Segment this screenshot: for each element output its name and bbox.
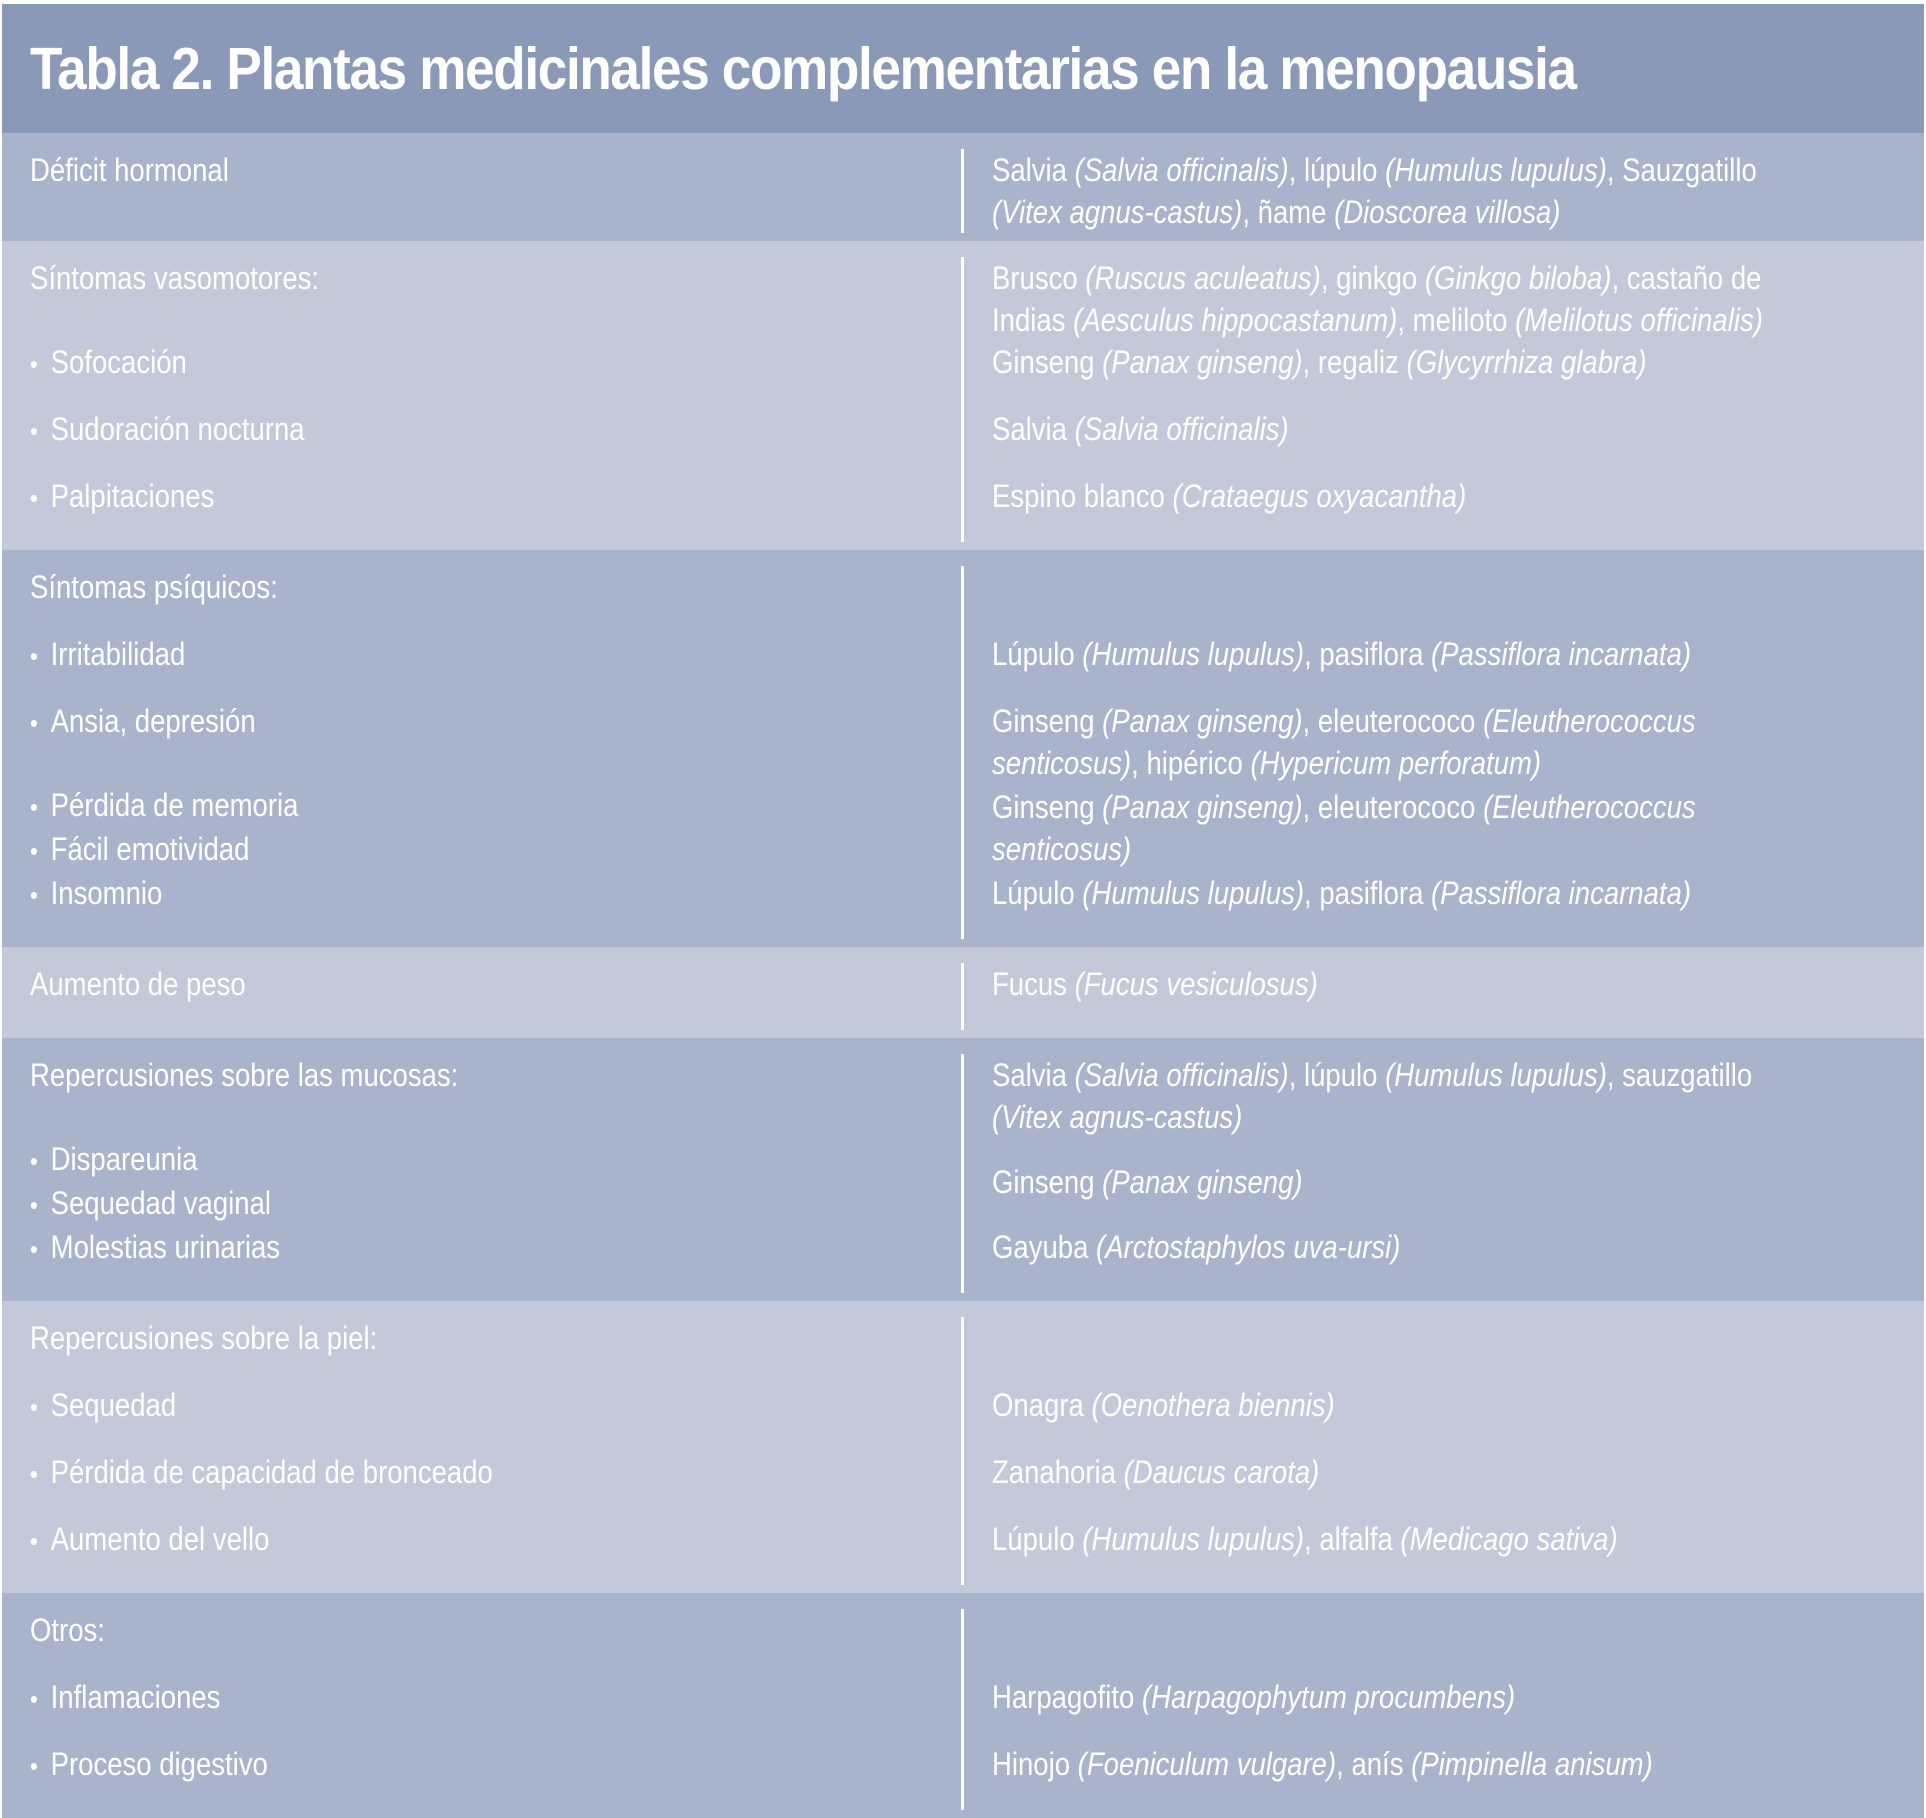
- symptom-bullet-item: • Inflamaciones: [30, 1676, 220, 1720]
- table-section: [2, 1301, 1924, 1593]
- symptom-cell: [2, 1317, 964, 1384]
- symptom-bullet-item: • Palpitaciones: [30, 475, 214, 519]
- symptom-heading: Déficit hormonal: [30, 152, 229, 188]
- symptom-cell: [2, 784, 964, 872]
- table-section: [2, 1593, 1924, 1818]
- plants-cell: [964, 1317, 1924, 1384]
- symptom-heading: Repercusiones sobre las mucosas:: [30, 1057, 459, 1093]
- table-title: Tabla 2. Plantas medicinales complementarias en la menopausia: [30, 35, 1576, 102]
- plants-text: Onagra (Oenothera biennis): [992, 1387, 1335, 1423]
- plants-text: Ginseng (Panax ginseng), regaliz (Glycyrrhiza glabra): [992, 344, 1647, 380]
- symptom-bullet-item: • Irritabilidad: [30, 633, 185, 677]
- symptom-cell: [2, 1138, 964, 1226]
- symptom-cell: [2, 872, 964, 939]
- symptom-bullet-item: • Fácil emotividad: [30, 828, 298, 872]
- plants-text: Ginseng (Panax ginseng): [992, 1164, 1303, 1200]
- plants-cell: [964, 784, 1924, 872]
- table-row: [2, 963, 1924, 1030]
- symptom-heading: Aumento de peso: [30, 966, 246, 1002]
- symptom-cell: [2, 257, 964, 341]
- symptom-cell: [2, 633, 964, 700]
- symptom-bullet-item: • Aumento del vello: [30, 1518, 269, 1562]
- plants-cell: [964, 633, 1924, 700]
- plants-cell: [964, 408, 1924, 475]
- table-row: [2, 566, 1924, 633]
- symptom-bullet-item: • Sequedad vaginal: [30, 1182, 271, 1226]
- plants-cell: [964, 700, 1924, 784]
- symptom-bullet-item: • Dispareunia: [30, 1138, 271, 1182]
- plants-text: Zanahoria (Daucus carota): [992, 1454, 1320, 1490]
- plants-cell: [964, 1226, 1924, 1293]
- symptom-bullet-item: • Sudoración nocturna: [30, 408, 305, 452]
- plants-text: Ginseng (Panax ginseng), eleuterococo (Eleutherococcus senticosus), hipérico (Hypericum perforatum): [992, 703, 1696, 781]
- plants-text: Harpagofito (Harpagophytum procumbens): [992, 1679, 1516, 1715]
- symptom-bullet-item: • Pérdida de capacidad de bronceado: [30, 1451, 493, 1495]
- plants-cell: [964, 257, 1924, 341]
- plants-text: Salvia (Salvia officinalis), lúpulo (Humulus lupulus), Sauzgatillo (Vitex agnus-castus), ñame (Dioscorea villosa): [992, 152, 1757, 230]
- table-row: [2, 1226, 1924, 1293]
- plants-cell: [964, 341, 1924, 408]
- plants-text: Fucus (Fucus vesiculosus): [992, 966, 1318, 1002]
- plants-cell: [964, 149, 1924, 233]
- plants-text: Salvia (Salvia officinalis): [992, 411, 1289, 447]
- plants-text: Hinojo (Foeniculum vulgare), anís (Pimpinella anisum): [992, 1746, 1653, 1782]
- table-section: [2, 947, 1924, 1038]
- plants-cell: [964, 475, 1924, 542]
- table-row: [2, 1451, 1924, 1518]
- plants-cell: [964, 566, 1924, 633]
- table-row: [2, 1317, 1924, 1384]
- plants-text: Lúpulo (Humulus lupulus), alfalfa (Medicago sativa): [992, 1521, 1618, 1557]
- symptom-cell: [2, 1676, 964, 1743]
- plants-cell: [964, 1676, 1924, 1743]
- symptom-bullet-item: • Insomnio: [30, 872, 162, 916]
- symptom-heading: Repercusiones sobre la piel:: [30, 1320, 378, 1356]
- plants-table: [2, 4, 1924, 1788]
- symptom-cell: [2, 1226, 964, 1293]
- symptom-heading: Síntomas psíquicos:: [30, 569, 278, 605]
- plants-cell: [964, 872, 1924, 939]
- table-row: [2, 149, 1924, 233]
- symptom-cell: [2, 475, 964, 542]
- plants-text: Lúpulo (Humulus lupulus), pasiflora (Passiflora incarnata): [992, 875, 1692, 911]
- table-section: [2, 241, 1924, 550]
- symptom-bullet-item: • Sofocación: [30, 341, 187, 385]
- table-row: [2, 633, 1924, 700]
- plants-text: Ginseng (Panax ginseng), eleuterococo (Eleutherococcus senticosus): [992, 789, 1696, 867]
- table-row: [2, 257, 1924, 341]
- table-section: [2, 1038, 1924, 1301]
- table-header: [2, 4, 1924, 133]
- symptom-cell: [2, 408, 964, 475]
- symptom-cell: [2, 1609, 964, 1676]
- symptom-bullet-item: • Proceso digestivo: [30, 1743, 268, 1787]
- table-row: [2, 1609, 1924, 1676]
- plants-text: Lúpulo (Humulus lupulus), pasiflora (Passiflora incarnata): [992, 636, 1692, 672]
- symptom-cell: [2, 566, 964, 633]
- symptom-cell: [2, 1384, 964, 1451]
- table-row: [2, 1676, 1924, 1743]
- plants-text: Gayuba (Arctostaphylos uva-ursi): [992, 1229, 1401, 1265]
- symptom-cell: [2, 700, 964, 784]
- symptom-heading: Otros:: [30, 1612, 105, 1648]
- symptom-bullet-item: • Molestias urinarias: [30, 1226, 280, 1270]
- plants-cell: [964, 1138, 1924, 1226]
- table-row: [2, 1054, 1924, 1138]
- plants-cell: [964, 1384, 1924, 1451]
- symptom-cell: [2, 1054, 964, 1138]
- symptom-bullet-item: • Pérdida de memoria: [30, 784, 298, 828]
- symptom-cell: [2, 341, 964, 408]
- plants-cell: [964, 963, 1924, 1030]
- symptom-bullet-item: • Ansia, depresión: [30, 700, 256, 744]
- plants-text: Brusco (Ruscus aculeatus), ginkgo (Ginkgo biloba), castaño de Indias (Aesculus hippocastanum), meliloto (Melilotus officinalis): [992, 260, 1763, 338]
- symptom-heading: Síntomas vasomotores:: [30, 260, 320, 296]
- table-body: [2, 133, 1924, 1818]
- symptom-cell: [2, 1451, 964, 1518]
- plants-cell: [964, 1451, 1924, 1518]
- table-row: [2, 1384, 1924, 1451]
- symptom-bullet-item: • Sequedad: [30, 1384, 176, 1428]
- symptom-cell: [2, 149, 964, 233]
- table-row: [2, 341, 1924, 408]
- plants-text: Espino blanco (Crataegus oxyacantha): [992, 478, 1467, 514]
- plants-text: Salvia (Salvia officinalis), lúpulo (Humulus lupulus), sauzgatillo (Vitex agnus-castus): [992, 1057, 1753, 1135]
- plants-cell: [964, 1518, 1924, 1585]
- table-row: [2, 1138, 1924, 1226]
- table-row: [2, 1518, 1924, 1585]
- table-section: [2, 550, 1924, 947]
- symptom-cell: [2, 963, 964, 1030]
- symptom-cell: [2, 1518, 964, 1585]
- table-row: [2, 475, 1924, 542]
- table-row: [2, 700, 1924, 784]
- table-row: [2, 872, 1924, 939]
- table-row: [2, 408, 1924, 475]
- plants-cell: [964, 1054, 1924, 1138]
- table-section: [2, 133, 1924, 241]
- table-row: [2, 784, 1924, 872]
- plants-cell: [964, 1609, 1924, 1676]
